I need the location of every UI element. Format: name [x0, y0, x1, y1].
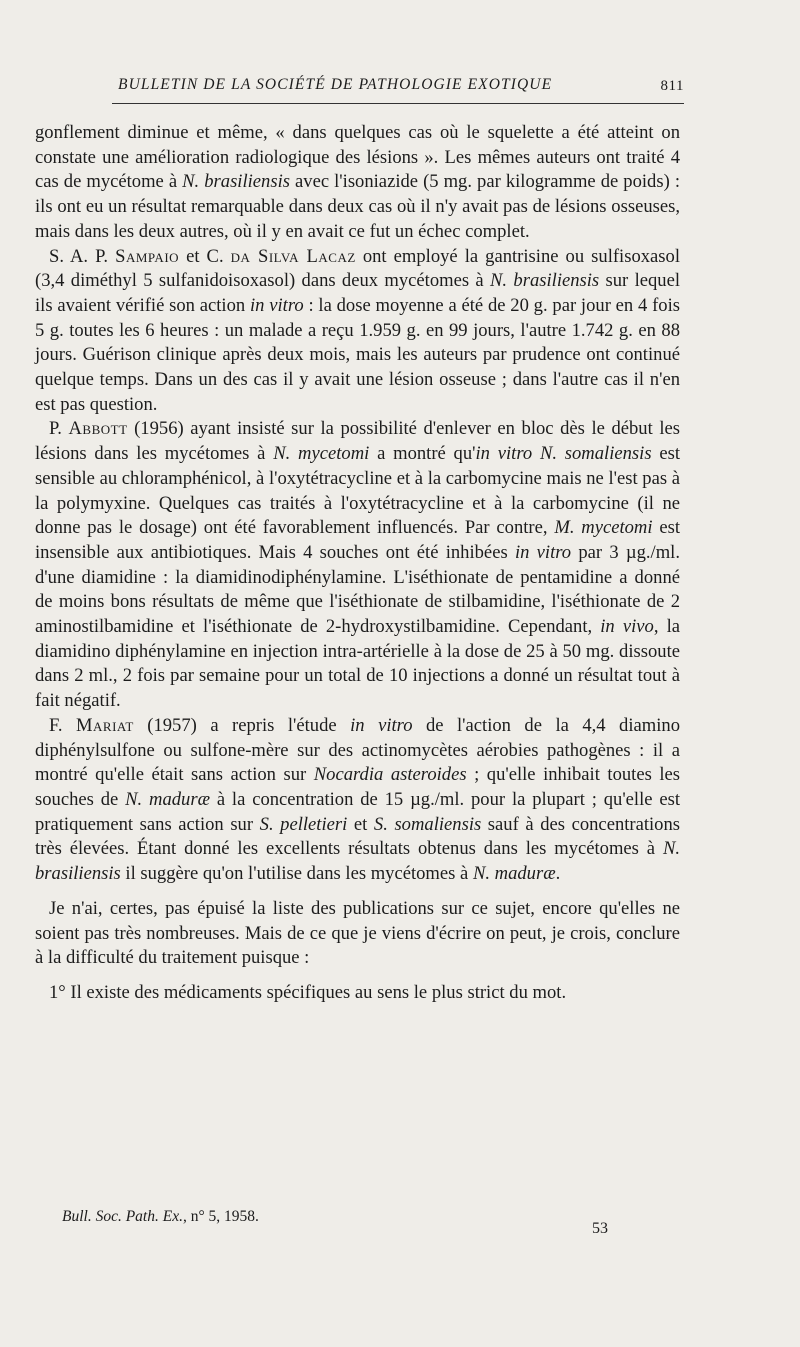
paragraph-1: gonflement diminue et même, « dans quelques cas où le squelette a été atteint on constate une amélioration radiologique des lésions ». Les mêmes auteurs ont traité 4 cas de mycétome à N. brasiliensis avec l'isoniazide (5 mg. par kilogramme de poids) : ils ont eu un résultat remarquable dans deux cas où il n'y avait pas de lésions osseuses, mais dans les deux autres, où il y en avait ce fut un échec complet. [35, 122, 680, 242]
running-header [112, 76, 684, 98]
footer-citation: Bull. Soc. Path. Ex., n° 5, 1958. [62, 1208, 259, 1225]
author-name: da Silva Lacaz [230, 245, 356, 267]
signature-number: 53 [592, 1220, 608, 1237]
paragraph-4: F. Mariat (1957) a repris l'étude in vitro de l'action de la 4,4 diamino diphénylsulfone ou sulfone-mère sur des actinomycètes aérobies pathogènes : il a montré qu'elle était sans action sur Nocardia asteroides ; qu'elle inhibait toutes les souches de N. maduræ à la concentration de 15 µg./ml. pour la plupart ; qu'elle est pratiquement sans action sur S. pelletieri et S. somaliensis sauf à des concentrations très élevées. Étant donné les excellents résultats obtenus dans les mycétomes à N. brasiliensis il suggère qu'on l'utilise dans les mycétomes à N. maduræ. [35, 714, 681, 885]
page-number: 811 [660, 78, 684, 94]
running-title: BULLETIN DE LA SOCIÉTÉ DE PATHOLOGIE EXOTIQUE [118, 76, 553, 93]
paragraph-2: S. A. P. Sampaio et C. da Silva Lacaz ont employé la gantrisine ou sulfisoxasol (3,4 diméthyl 5 sulfanidoisoxasol) dans deux mycétomes à N. brasiliensis sur lequel ils avaient vérifié son action in vitro : la dose moyenne a été de 20 g. par jour en 4 fois 5 g. toutes les 6 heures : un malade a reçu 1.959 g. en 99 jours, l'autre 1.742 g. en 88 jours. Guérison clinique après deux mois, mais les auteurs par prudence ont continué quelque temps. Dans un des cas il y avait une lésion osseuse ; dans l'autre cas il n'en est pas question. [35, 245, 681, 415]
paragraph-5: Je n'ai, certes, pas épuisé la liste des publications sur ce sujet, encore qu'elles ne soient pas très nombreuses. Mais de ce que je viens d'écrire on peut, je crois, conclure à la difficulté du traitement puisque : [35, 897, 680, 969]
header-rule [112, 103, 684, 104]
author-name: Abbott [68, 418, 128, 440]
author-name: Mariat [75, 714, 134, 736]
paragraph-3: P. Abbott (1956) ayant insisté sur la possibilité d'enlever en bloc dès le début les lésions dans les mycétomes à N. mycetomi a montré qu'in vitro N. somaliensis est sensible au chloramphénicol, à l'oxytétracycline et à la carbomycine mais ne l'est pas à la polymyxine. Quelques cas traités à l'oxytétracycline et à la carbomycine (il ne donne pas le dosage) ont été favorablement influencés. Par contre, M. mycetomi est insensible aux antibiotiques. Mais 4 souches ont été inhibées in vitro par 3 µg./ml. d'une diamidine : la diamidinodiphénylamine. L'iséthionate de pentamidine a donné de moins bons résultats de même que l'iséthionate de stilbamidine, l'iséthionate de 2 aminostilbamidine et l'iséthionate de 2-hydroxystilbamidine. Cependant, in vivo, la diamidino diphénylamine en injection intra-artérielle à la dose de 25 à 50 mg. dissoute dans 2 ml., 2 fois par semaine pour un total de 10 injections a donné un résultat tout à fait négatif. [35, 418, 680, 712]
paragraph-6: 1° Il existe des médicaments spécifiques au sens le plus strict du mot. [49, 981, 567, 1003]
article-body [35, 121, 680, 1006]
author-name: Sampaio [115, 245, 180, 267]
